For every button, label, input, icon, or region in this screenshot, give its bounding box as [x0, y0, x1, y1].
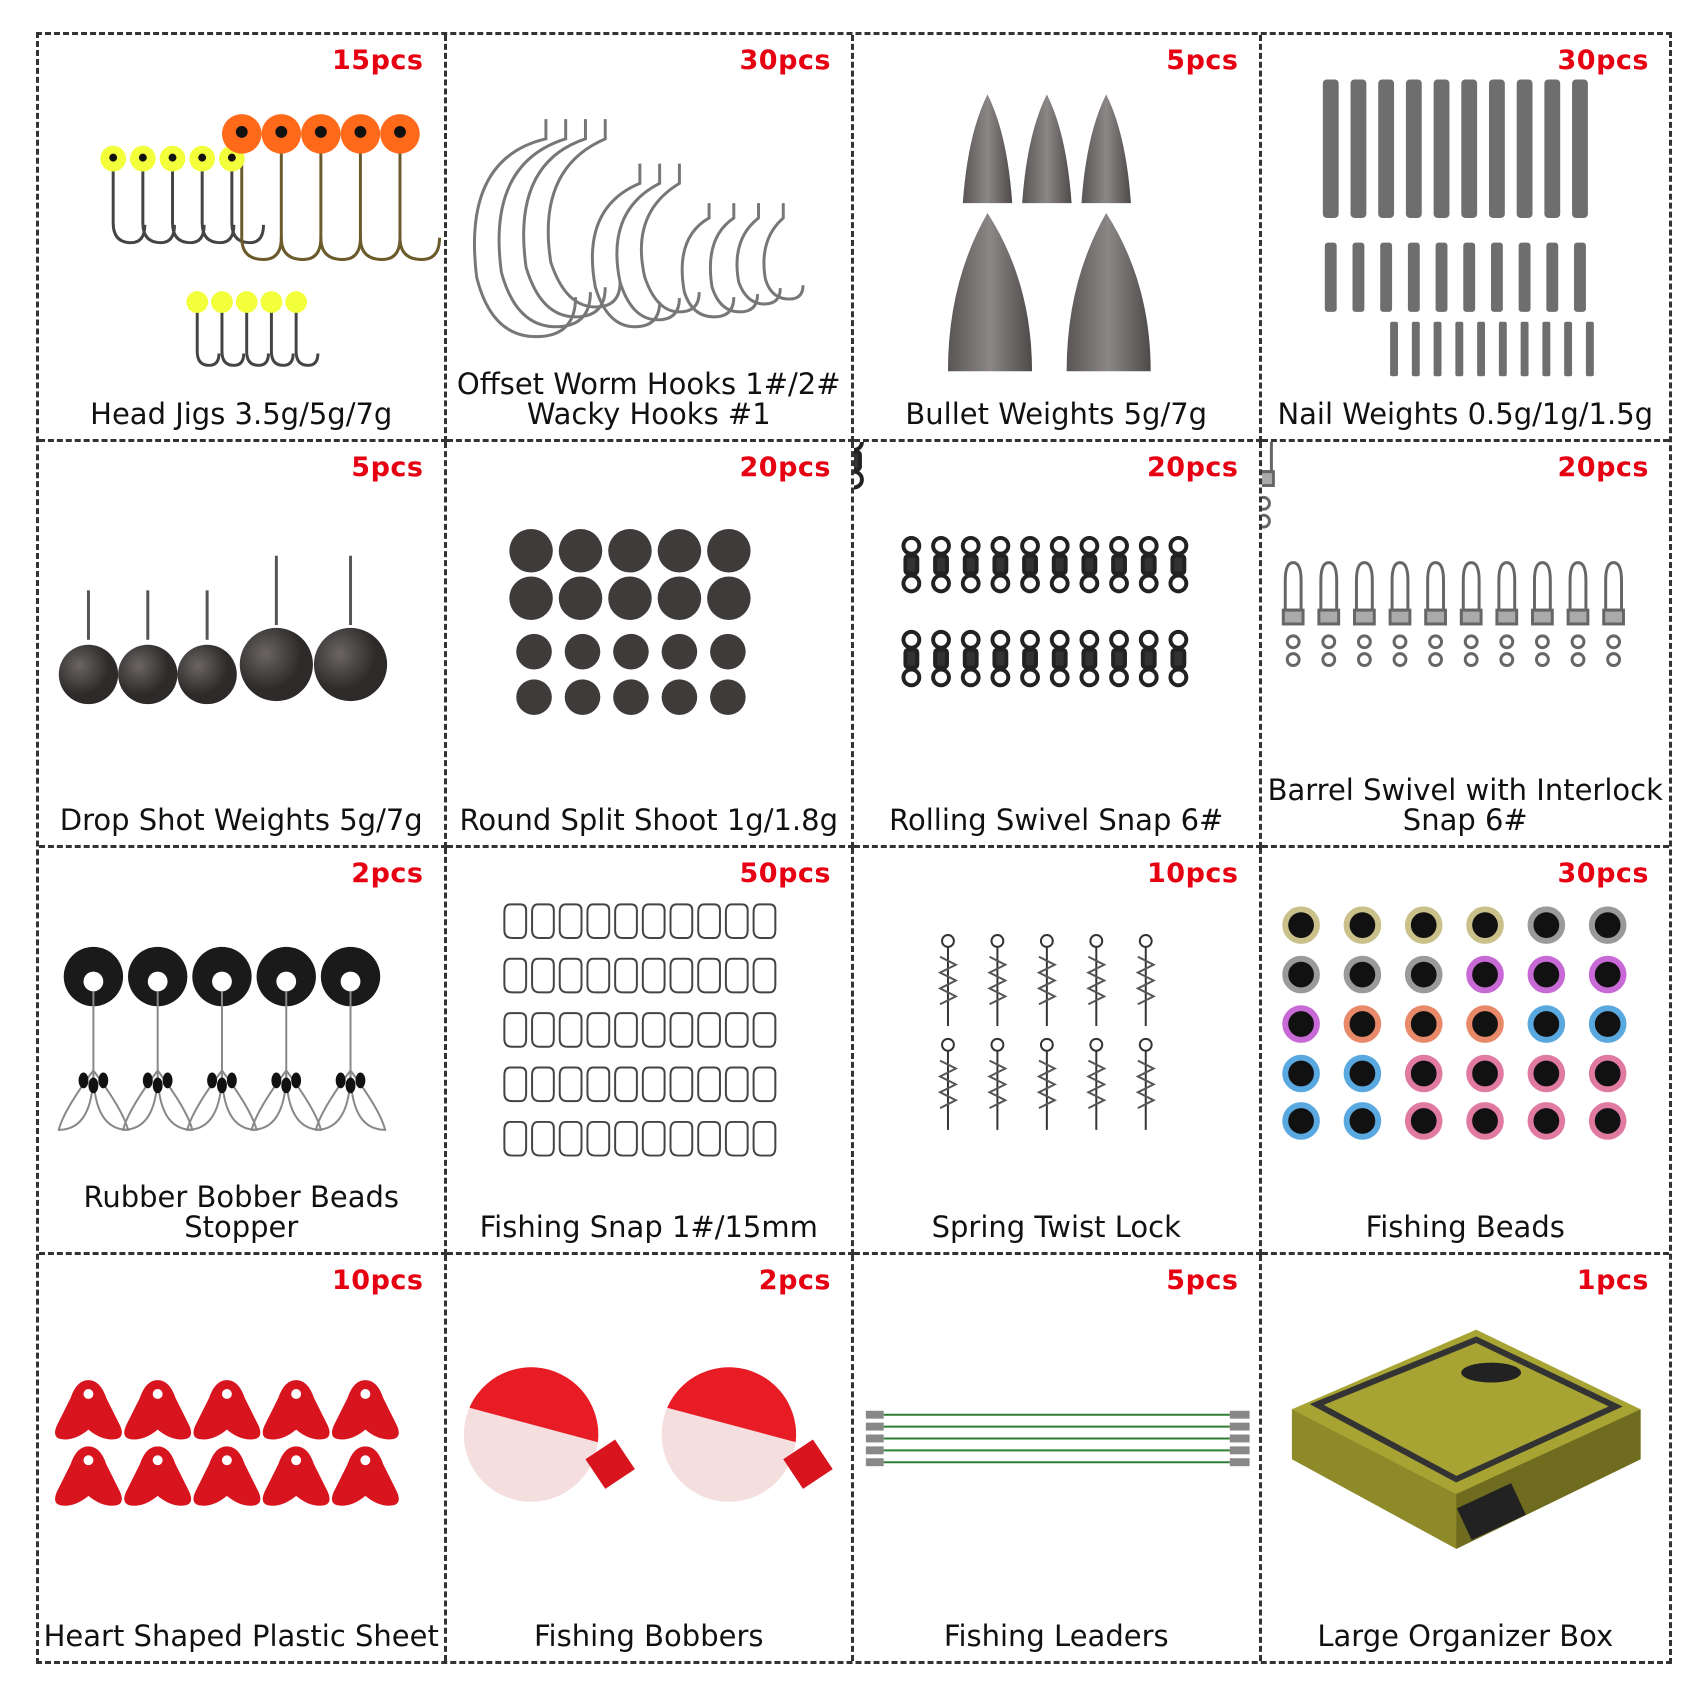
item-split-shot — [447, 442, 855, 849]
item-heart-sheet — [39, 1255, 447, 1662]
item-organizer-box — [1262, 1255, 1670, 1662]
head-jigs-icon — [39, 35, 444, 439]
item-name: Large Organizer Box — [1317, 1619, 1614, 1653]
item-name: Round Split Shoot 1g/1.8g — [459, 803, 838, 837]
item-drop-shot-weights — [39, 442, 447, 849]
item-count: 20pcs — [1557, 451, 1649, 483]
item-count: 2pcs — [758, 1264, 831, 1296]
item-name: Heart Shaped Plastic Sheet — [43, 1619, 439, 1653]
item-fishing-snap — [447, 848, 855, 1255]
item-name: Fishing Bobbers — [533, 1619, 764, 1653]
split-shot-icon — [447, 442, 852, 846]
item-count: 50pcs — [739, 858, 831, 889]
item-name: Offset Worm Hooks 1#/2# Wacky Hooks #1 — [456, 366, 841, 431]
organizer-box-icon — [1262, 1255, 1670, 1662]
item-count: 10pcs — [1147, 858, 1239, 889]
item-count: 30pcs — [1557, 858, 1649, 889]
item-twist-lock — [854, 848, 1262, 1255]
product-grid — [36, 32, 1672, 1664]
twist-lock-icon — [854, 848, 1259, 1252]
item-worm-hooks — [447, 35, 855, 442]
item-count: 5pcs — [1166, 45, 1239, 76]
bobbers-icon — [447, 1255, 852, 1662]
item-name: Nail Weights 0.5g/1g/1.5g — [1277, 396, 1654, 431]
item-bobber-stopper — [39, 848, 447, 1255]
item-name: Fishing Beads — [1365, 1209, 1565, 1244]
heart-sheet-icon — [39, 1255, 444, 1662]
item-count: 5pcs — [1166, 1264, 1239, 1296]
item-name: Drop Shot Weights 5g/7g — [59, 803, 423, 837]
nail-weights-icon — [1262, 35, 1670, 439]
bullet-weights-icon — [854, 35, 1259, 439]
item-name: Fishing Snap 1#/15mm — [479, 1209, 818, 1244]
item-bobbers — [447, 1255, 855, 1662]
item-head-jigs — [39, 35, 447, 442]
item-name: Barrel Swivel with Interlock Snap 6# — [1267, 773, 1663, 837]
item-leaders — [854, 1255, 1262, 1662]
item-count: 30pcs — [1557, 45, 1649, 76]
item-bullet-weights — [854, 35, 1262, 442]
item-count: 30pcs — [739, 45, 831, 76]
rolling-swivel-icon — [854, 442, 1259, 846]
item-count: 1pcs — [1576, 1264, 1649, 1296]
leaders-icon — [854, 1255, 1259, 1662]
item-count: 5pcs — [351, 451, 424, 483]
item-name: Fishing Leaders — [943, 1619, 1169, 1653]
item-name: Bullet Weights 5g/7g — [905, 396, 1208, 431]
item-count: 10pcs — [332, 1264, 424, 1296]
item-count: 20pcs — [1147, 451, 1239, 483]
item-count: 15pcs — [332, 45, 424, 76]
item-barrel-swivel — [1262, 442, 1670, 849]
item-rolling-swivel — [854, 442, 1262, 849]
item-name: Rolling Swivel Snap 6# — [889, 803, 1224, 837]
fishing-beads-icon — [1262, 848, 1670, 1252]
item-count: 2pcs — [351, 858, 424, 889]
drop-shot-weights-icon — [39, 442, 444, 846]
item-name: Spring Twist Lock — [931, 1209, 1181, 1244]
item-nail-weights — [1262, 35, 1670, 442]
fishing-snap-icon — [447, 848, 852, 1252]
item-name: Head Jigs 3.5g/5g/7g — [90, 396, 393, 431]
item-count: 20pcs — [739, 451, 831, 483]
item-name: Rubber Bobber Beads Stopper — [83, 1179, 399, 1244]
item-fishing-beads — [1262, 848, 1670, 1255]
